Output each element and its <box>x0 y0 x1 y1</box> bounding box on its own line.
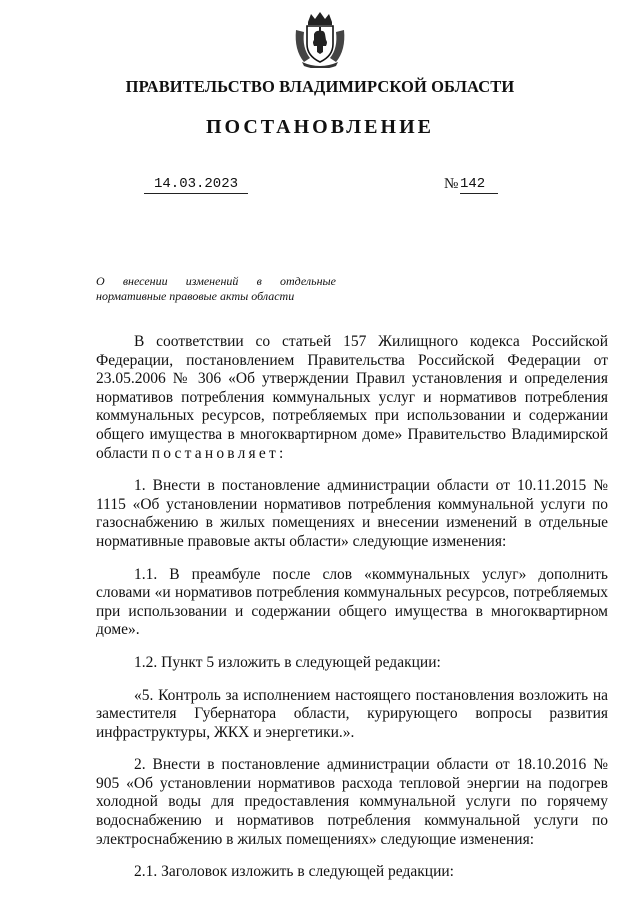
paragraph-1-2: 1.2. Пункт 5 изложить в следующей редакции: <box>134 653 441 671</box>
document-number: 142 <box>460 176 498 194</box>
decree-colon: : <box>278 444 284 462</box>
document-body <box>96 333 608 896</box>
paragraph-1-1: 1.1. В преамбуле после слов «коммунальных услуг» дополнить словами «и нормативов потребления коммунальных ресурсов, потребляемых при использовании и содержании общего имущества в многоквартирном доме». <box>96 565 608 639</box>
paragraph-2-1: 2.1. Заголовок изложить в следующей редакции: <box>134 863 454 881</box>
paragraph-1-2-text: «5. Контроль за исполнением настоящего постановления возложить на заместителя Губернатора области, курирующего вопросы развития инфраструктуры, ЖКХ и энергетики.». <box>96 686 608 741</box>
document-date: 14.03.2023 <box>144 176 248 194</box>
preamble-paragraph <box>96 333 608 463</box>
coat-of-arms-icon <box>292 10 348 68</box>
decree-word: постановляет <box>151 444 279 462</box>
document-subject: О внесении изменений в отдельные нормативные правовые акты области <box>96 274 336 303</box>
document-type-title: ПОСТАНОВЛЕНИЕ <box>206 116 434 138</box>
paragraph-2: 2. Внести в постановление администрации области от 18.10.2016 № 905 «Об установлении нормативов расхода тепловой энергии на подогрев холодной воды для предоставления коммунальной услуги по горячему водоснабжению и нормативов потребления коммунальной услуги по электроснабжению в жилых помещениях» следующие изменения: <box>96 756 608 848</box>
preamble-text: В соответствии со статьей 157 Жилищного кодекса Российской Федерации, постановлением Правительства Российской Федерации от 23.05.2006 № 306 «Об утверждении Правил установления и определения нормативов потребления коммунальных услуг и нормативов потребления коммунальных ресурсов, потребляемых при использовании и содержании общего имущества в многоквартирном доме» Правительство Владимирской области <box>96 333 608 462</box>
government-title: ПРАВИТЕЛЬСТВО ВЛАДИМИРСКОЙ ОБЛАСТИ <box>125 77 515 96</box>
paragraph-1: 1. Внести в постановление администрации области от 10.11.2015 № 1115 «Об установлении нормативов потребления коммунальной услуги по газоснабжению в жилых помещениях и внесении изменений в отдельные нормативные правовые акты области» следующие изменения: <box>96 477 608 550</box>
number-sign: № <box>444 176 459 192</box>
